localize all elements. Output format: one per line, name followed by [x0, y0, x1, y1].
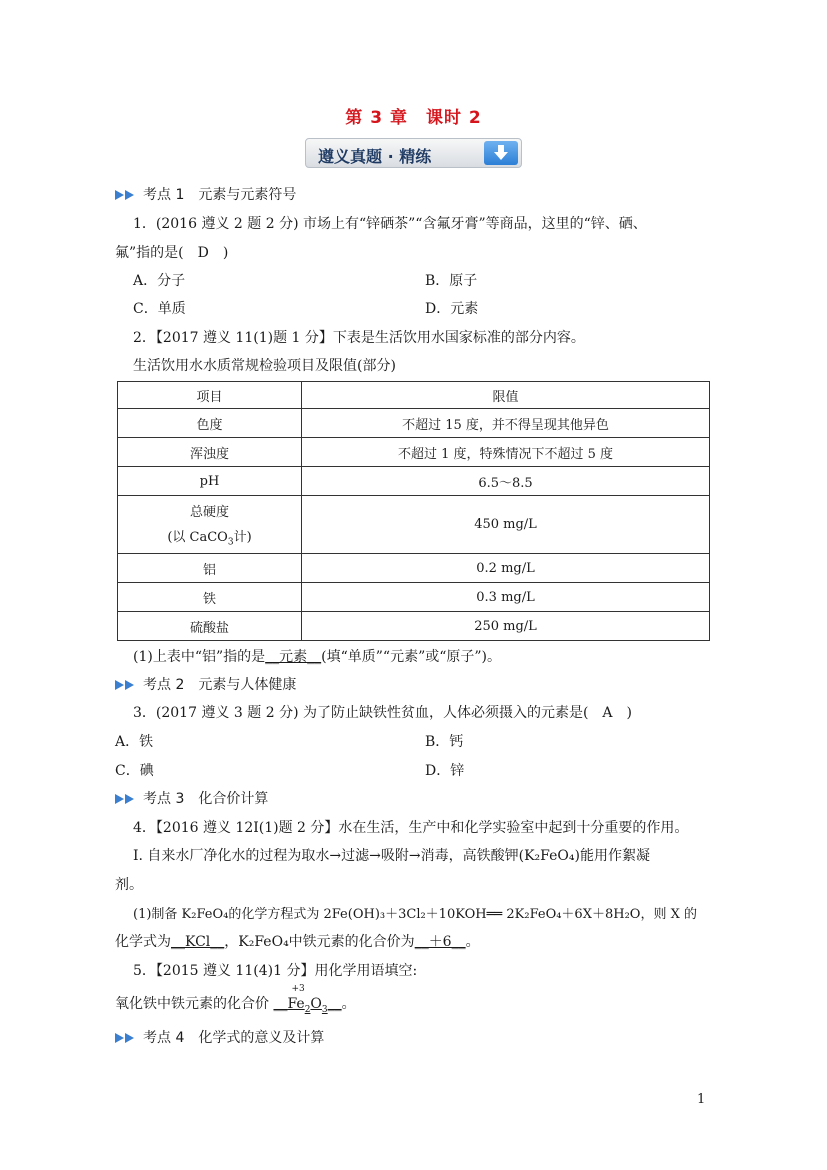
section-heading-2: 考点 2 元素与人体健康 — [115, 674, 296, 694]
valence-mark: +3 — [291, 984, 305, 994]
question-4-equation: (1)制备 K₂FeO₄的化学方程式为 2Fe(OH)₃＋3Cl₂＋10KOH══ 2K₂FeO₄＋6X＋8H₂O，则 X 的 — [133, 907, 697, 922]
table-row — [118, 438, 710, 467]
table-header-row — [118, 382, 710, 409]
section-banner — [305, 138, 522, 168]
question-4-answer-line: 化学式为__KCl__，K₂FeO₄中铁元素的化合价为__＋6__。 — [115, 934, 480, 950]
section-heading-1: 考点 1 元素与元素符号 — [115, 184, 296, 204]
question-4-text-3: 剂。 — [115, 877, 143, 893]
option-c: C．单质 — [133, 301, 186, 317]
section-heading-4: 考点 4 化学式的意义及计算 — [115, 1027, 324, 1047]
table-cell: 250 mg/L — [302, 612, 710, 641]
option-b: B．钙 — [425, 734, 464, 750]
table-header-cell: 项目 — [118, 382, 302, 409]
page-number: 1 — [697, 1092, 706, 1107]
table-cell: 铝 — [118, 554, 302, 583]
option-d: D．元素 — [425, 301, 479, 317]
table-cell: 6.5～8.5 — [302, 467, 710, 496]
hardness-note: (以 CaCO$_3$计) — [167, 530, 252, 548]
option-a: A．分子 — [133, 273, 186, 289]
table-row — [118, 612, 710, 641]
table-cell: 浑浊度 — [118, 438, 302, 467]
table-caption: 生活饮用水水质常规检验项目及限值(部分) — [133, 358, 396, 374]
download-arrow-icon — [484, 141, 518, 165]
answer-blank: __ +3 $Fe_2O_3\_\_$ — [273, 984, 342, 1015]
question-1-text-2: 氟”指的是( D ) — [115, 245, 229, 261]
option-a: A．铁 — [115, 734, 154, 750]
table-cell: 不超过 15 度，并不得呈现其他异色 — [302, 409, 710, 438]
table-cell: pH — [118, 467, 302, 496]
question-1-text: 1．(2016 遵义 2 题 2 分) 市场上有“锌硒茶”“含氟牙膏”等商品，这里的“锌、硒、 — [133, 216, 647, 232]
question-5-text: 5．【2015 遵义 11(4)1 分】用化学用语填空: — [133, 963, 418, 979]
answer-blank: __＋6__ — [414, 934, 466, 950]
question-2-text: 2．【2017 遵义 11(1)题 1 分】下表是生活饮用水国家标准的部分内容。 — [133, 330, 585, 346]
table-cell — [118, 496, 302, 554]
question-5-answer-line: 氧化铁中铁元素的化合价 __ +3 $Fe_2O_3\_\_$。 — [115, 984, 356, 1015]
double-arrow-icon — [115, 1033, 137, 1043]
table-cell: 0.2 mg/L — [302, 554, 710, 583]
table-cell: 450 mg/L — [302, 496, 710, 554]
double-arrow-icon — [115, 794, 137, 804]
table-cell: 铁 — [118, 583, 302, 612]
option-b: B．原子 — [425, 273, 478, 289]
table-row — [118, 583, 710, 612]
option-c: C．碘 — [115, 763, 154, 779]
table-row — [118, 409, 710, 438]
section-heading-3: 考点 3 化合价计算 — [115, 788, 268, 808]
table-row — [118, 496, 710, 554]
double-arrow-icon — [115, 680, 137, 690]
page-title: 第 3 章 课时 2 — [345, 108, 482, 128]
question-3-text: 3．(2017 遵义 3 题 2 分) 为了防止缺铁性贫血，人体必须摄入的元素是( A ) — [133, 705, 633, 721]
table-row — [118, 467, 710, 496]
table-header-cell: 限值 — [302, 382, 710, 409]
answer-blank: __KCl__ — [171, 934, 225, 950]
table-cell: 不超过 1 度，特殊情况下不超过 5 度 — [302, 438, 710, 467]
table-cell: 0.3 mg/L — [302, 583, 710, 612]
question-2-sub-1: (1)上表中“铝”指的是__元素__(填“单质”“元素”或“原子”)。 — [133, 649, 502, 665]
table-cell: 色度 — [118, 409, 302, 438]
water-standard-table — [117, 381, 710, 641]
answer-blank: __元素__ — [265, 649, 322, 665]
hardness-label: 总硬度 — [189, 505, 229, 521]
double-arrow-icon — [115, 190, 137, 200]
banner-label: 遵义真题 · 精练 — [318, 147, 432, 166]
option-d: D．锌 — [425, 763, 465, 779]
table-cell: 硫酸盐 — [118, 612, 302, 641]
question-4-text-2: Ⅰ. 自来水厂净化水的过程为取水→过滤→吸附→消毒，高铁酸钾(K₂FeO₄)能用作絮凝 — [133, 848, 650, 864]
question-4-text: 4．【2016 遵义 12Ⅰ(1)题 2 分】水在生活，生产中和化学实验室中起到十分重要的作用。 — [133, 820, 689, 836]
table-row — [118, 554, 710, 583]
